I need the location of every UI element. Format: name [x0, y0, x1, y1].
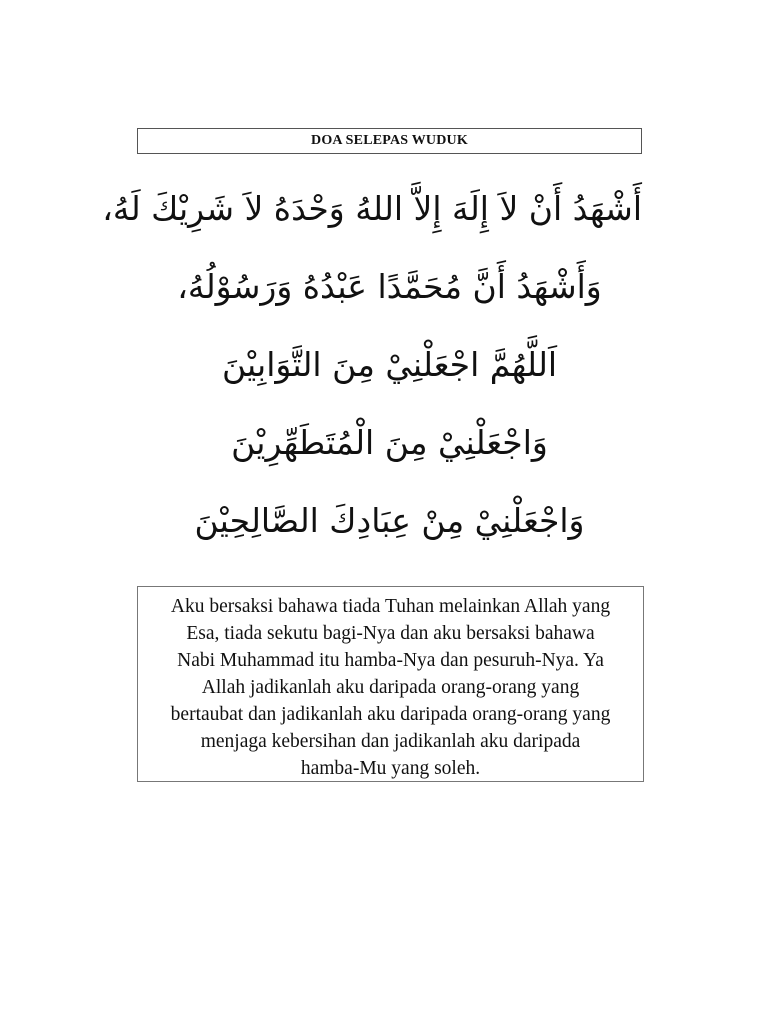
translation-box	[137, 586, 644, 782]
arabic-line-1: أَشْهَدُ أَنْ لاَ إِلَهَ إِلاَّ اللهُ وَحْدَهُ لاَ شَرِيْكَ لَهُ،	[102, 189, 642, 228]
translation-line-7: hamba-Mu yang soleh.	[300, 758, 481, 779]
translation-line-5: bertaubat dan jadikanlah aku daripada orang-orang yang	[170, 704, 611, 725]
arabic-line-4: وَاجْعَلْنِيْ مِنَ الْمُتَطَهِّرِيْنَ	[231, 423, 548, 462]
translation-line-4: Allah jadikanlah aku daripada orang-orang yang	[201, 677, 580, 698]
arabic-line-2: وَأَشْهَدُ أَنَّ مُحَمَّدًا عَبْدُهُ وَرَسُوْلُهُ،	[177, 267, 602, 306]
translation-line-6: menjaga kebersihan dan jadikanlah aku daripada	[200, 731, 581, 752]
translation-line-1: Aku bersaksi bahawa tiada Tuhan melainkan Allah yang	[170, 596, 611, 617]
translation-line-2: Esa, tiada sekutu bagi-Nya dan aku bersaksi bahawa	[186, 623, 595, 644]
title-box	[137, 128, 642, 154]
translation-line-3: Nabi Muhammad itu hamba-Nya dan pesuruh-Nya. Ya	[177, 650, 604, 671]
page-title: DOA SELEPAS WUDUK	[311, 133, 468, 148]
arabic-line-3: اَللَّهُمَّ اجْعَلْنِيْ مِنَ التَّوَابِيْنَ	[221, 345, 558, 384]
arabic-prayer-text	[102, 170, 642, 560]
arabic-line-5: وَاجْعَلْنِيْ مِنْ عِبَادِكَ الصَّالِحِيْنَ	[194, 501, 585, 540]
